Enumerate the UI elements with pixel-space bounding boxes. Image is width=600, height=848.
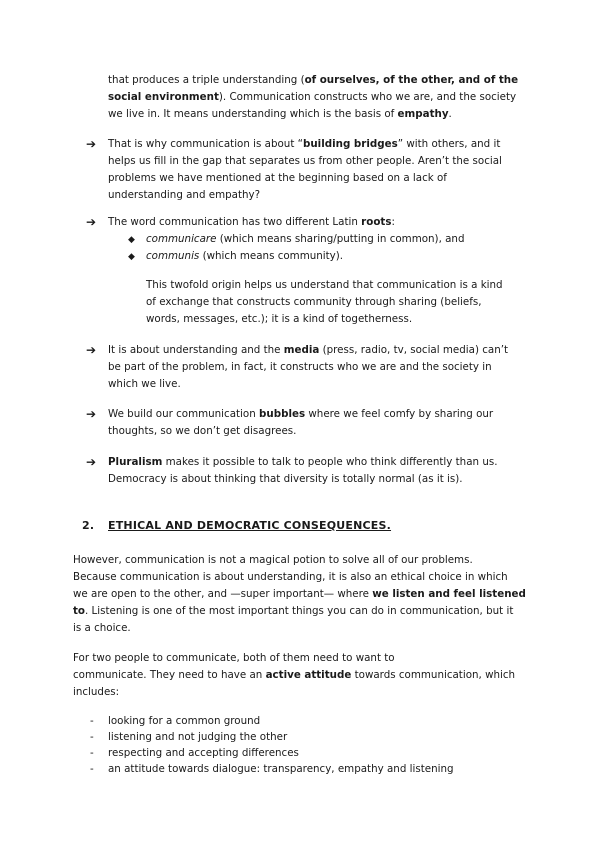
section-heading (82, 517, 391, 534)
section-title: ETHICAL AND DEMOCRATIC CONSEQUENCES. (108, 519, 392, 532)
para-1-line-1: However, communication is not a magical potion to solve all of our problems. (73, 554, 473, 566)
bullet-3-line-3: which we live. (108, 378, 181, 390)
list-item: listening and not judging the other (108, 731, 288, 743)
continuation-line-2: social environment). Communication constructs who we are, and the society (108, 91, 517, 103)
arrow-bullet-icon: ➔ (86, 455, 97, 469)
diamond-bullet-icon: ◆ (128, 235, 135, 245)
para-2-line-3: includes: (73, 686, 120, 698)
diamond-bullet-icon: ◆ (128, 252, 135, 262)
dash-bullet: - (90, 747, 94, 759)
arrow-bullet-icon: ➔ (86, 215, 97, 229)
para-1-line-2: Because communication is about understanding, it is also an ethical choice in which (73, 571, 508, 583)
bullet-4-line-1: We build our communication bubbles where we feel comfy by sharing our (108, 408, 494, 420)
bullet-5-line-2: Democracy is about thinking that diversity is totally normal (as it is). (108, 473, 463, 485)
bullet-1-line-4: understanding and empathy? (108, 189, 261, 201)
para-2-line-1: For two people to communicate, both of them need to want to (73, 652, 395, 664)
list-item: looking for a common ground (108, 715, 261, 727)
bullet-3-line-2: be part of the problem, in fact, it constructs who we are and the society in (108, 361, 492, 373)
para-2-line-2: communicate. They need to have an active attitude towards communication, which (73, 669, 516, 681)
bullet-1-line-2: helps us fill in the gap that separates us from other people. Aren’t the social (108, 155, 502, 167)
list-item: respecting and accepting differences (108, 747, 299, 759)
continuation-line-3: we live in. It means understanding which is the basis of empathy. (108, 108, 452, 120)
para-1-line-4: to. Listening is one of the most important things you can do in communication, but it (73, 605, 514, 617)
bullet-2-para-line-2: of exchange that constructs community through sharing (beliefs, (146, 296, 482, 308)
list-item: an attitude towards dialogue: transparency, empathy and listening (108, 763, 454, 775)
bullet-2-para-line-3: words, messages, etc.); it is a kind of togetherness. (146, 313, 413, 325)
para-1-line-3: we are open to the other, and —super important— where we listen and feel listened (73, 588, 526, 600)
arrow-bullet-icon: ➔ (86, 343, 97, 357)
bullet-4-line-2: thoughts, so we don’t get disagrees. (108, 425, 297, 437)
bullet-2-line-1: The word communication has two different Latin roots: (108, 216, 395, 228)
dash-bullet: - (90, 731, 94, 743)
continuation-line-1: that produces a triple understanding (of ourselves, of the other, and of the (108, 74, 519, 86)
bullet-2-para-line-1: This twofold origin helps us understand that communication is a kind (146, 279, 503, 291)
arrow-bullet-icon: ➔ (86, 407, 97, 421)
bullet-1-line-1: That is why communication is about “building bridges” with others, and it (108, 138, 501, 150)
sub-bullet-communicare: communicare (which means sharing/putting in common), and (146, 233, 465, 245)
bullet-3-line-1: It is about understanding and the media (press, radio, tv, social media) can’t (108, 344, 509, 356)
dash-bullet: - (90, 763, 94, 775)
bullet-1-line-3: problems we have mentioned at the beginning based on a lack of (108, 172, 447, 184)
para-1-line-5: is a choice. (73, 622, 131, 634)
arrow-bullet-icon: ➔ (86, 137, 97, 151)
section-number: 2. (82, 519, 95, 532)
sub-bullet-communis: communis (which means community). (146, 250, 344, 262)
dash-bullet: - (90, 715, 94, 727)
bullet-5-line-1: Pluralism makes it possible to talk to people who think differently than us. (108, 456, 498, 468)
